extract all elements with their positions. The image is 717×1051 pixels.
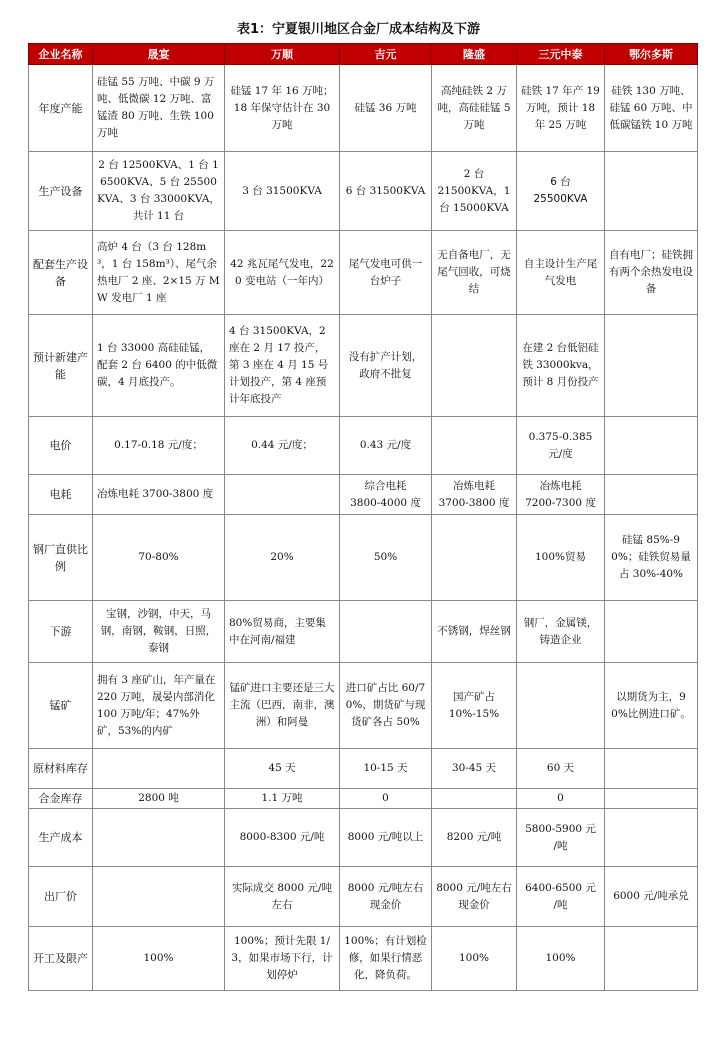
- table-cell: 实际成交 8000 元/吨左右: [225, 867, 340, 927]
- table-cell: 冶炼电耗 3700-3800 度: [93, 475, 225, 515]
- table-header-row: [29, 44, 698, 65]
- table-row-manganese-ore: [29, 663, 698, 749]
- table-cell: [432, 515, 517, 601]
- table-cell: 10-15 天: [340, 749, 432, 789]
- table-cell: 硅锰 36 万吨: [340, 65, 432, 152]
- table-cell: 3 台 31500KVA: [225, 152, 340, 231]
- table-cell: 自主设计生产尾气发电: [517, 231, 605, 315]
- table-cell: [605, 809, 698, 867]
- table-row-planned-capacity: [29, 315, 698, 417]
- table-row-raw-material-stock: [29, 749, 698, 789]
- table-cell: 硅锰 55 万吨、中碳 9 万吨、低微碳 12 万吨、富锰渣 80 万吨、生铁 100 万吨: [93, 65, 225, 152]
- table-cell: 2 台 21500KVA，1 台 15000KVA: [432, 152, 517, 231]
- row-label: 生产设备: [29, 152, 93, 231]
- table-cell: [517, 663, 605, 749]
- table-cell: 硅铁 130 万吨、硅锰 60 万吨、中低碳锰铁 10 万吨: [605, 65, 698, 152]
- table-cell: [605, 789, 698, 809]
- table-cell: [93, 749, 225, 789]
- table-cell: 100%；预计先限 1/3，如果市场下行，计划停炉: [225, 927, 340, 991]
- table-cell: [432, 315, 517, 417]
- table-cell: 2800 吨: [93, 789, 225, 809]
- table-cell: 80%贸易商，主要集中在河南/福建: [225, 601, 340, 663]
- table-row-downstream: [29, 601, 698, 663]
- row-label: 电耗: [29, 475, 93, 515]
- row-label: 锰矿: [29, 663, 93, 749]
- table-cell: 钢厂，金属镁，铸造企业: [517, 601, 605, 663]
- table-cell: 0.17-0.18 元/度；: [93, 417, 225, 475]
- table-cell: 硅锰 17 年 16 万吨；18 年保守估计在 30 万吨: [225, 65, 340, 152]
- table-cell: 100%: [517, 927, 605, 991]
- table-cell: 5800-5900 元 /吨: [517, 809, 605, 867]
- table-cell: 冶炼电耗 3700-3800 度: [432, 475, 517, 515]
- table-cell: 进口矿占比 60/70%，期货矿与现货矿各占 50%: [340, 663, 432, 749]
- row-label: 配套生产设备: [29, 231, 93, 315]
- row-label: 电价: [29, 417, 93, 475]
- table-cell: 以期货为主，90%比例进口矿。: [605, 663, 698, 749]
- table-cell: 1 台 33000 高硅硅锰，配套 2 台 6400 的中低微碳，4 月底投产。: [93, 315, 225, 417]
- table-row-operating-rate: [29, 927, 698, 991]
- table-cell: [605, 152, 698, 231]
- table-cell: 无自备电厂，无尾气回收，可烧结: [432, 231, 517, 315]
- table-cell: [605, 417, 698, 475]
- table-cell: 硅铁 17 年产 19 万吨，预计 18 年 25 万吨: [517, 65, 605, 152]
- table-cell: 0.43 元/度: [340, 417, 432, 475]
- table-row-supporting-equipment: [29, 231, 698, 315]
- table-cell: 45 天: [225, 749, 340, 789]
- table-cell: 6 台 25500KVA: [517, 152, 605, 231]
- table-row-annual-capacity: [29, 65, 698, 152]
- table-cell: 0: [517, 789, 605, 809]
- row-label: 钢厂直供比例: [29, 515, 93, 601]
- table-cell: 42 兆瓦尾气发电，220 变电站（一年内）: [225, 231, 340, 315]
- table-row-alloy-stock: [29, 789, 698, 809]
- table-cell: 0.375-0.385 元/度: [517, 417, 605, 475]
- table-cell: 1.1 万吨: [225, 789, 340, 809]
- table-row-power-consumption: [29, 475, 698, 515]
- table-cell: 国产矿占 10%-15%: [432, 663, 517, 749]
- header-company-name: 企业名称: [29, 44, 93, 65]
- table-cell: 自有电厂；硅铁拥有两个余热发电设备: [605, 231, 698, 315]
- table-cell: 锰矿进口主要还是三大主流（巴西，南非，澳洲）和阿曼: [225, 663, 340, 749]
- table-row-production-equipment: [29, 152, 698, 231]
- table-cell: [225, 475, 340, 515]
- table-cell: 8200 元/吨: [432, 809, 517, 867]
- table-cell: 没有扩产计划，政府不批复: [340, 315, 432, 417]
- header-wanshun: 万顺: [225, 44, 340, 65]
- row-label: 下游: [29, 601, 93, 663]
- header-erdos: 鄂尔多斯: [605, 44, 698, 65]
- row-label: 预计新建产能: [29, 315, 93, 417]
- table-cell: 60 天: [517, 749, 605, 789]
- header-sanyuan-zhongtai: 三元中泰: [517, 44, 605, 65]
- header-shengyan: 晟宴: [93, 44, 225, 65]
- table-cell: 综合电耗 3800-4000 度: [340, 475, 432, 515]
- table-cell: 8000-8300 元/吨: [225, 809, 340, 867]
- table-title: 表1：宁夏银川地区合金厂成本结构及下游: [236, 22, 481, 37]
- row-label: 开工及限产: [29, 927, 93, 991]
- table-cell: 100%: [93, 927, 225, 991]
- table-cell: [432, 417, 517, 475]
- row-label: 年度产能: [29, 65, 93, 152]
- table-row-electricity-price: [29, 417, 698, 475]
- table-cell: 6000 元/吨承兑: [605, 867, 698, 927]
- header-jiyuan: 吉元: [340, 44, 432, 65]
- table-cell: 8000 元/吨以上: [340, 809, 432, 867]
- table-cell: 8000 元/吨左右现金价: [432, 867, 517, 927]
- table-cell: 不锈钢，焊丝钢: [432, 601, 517, 663]
- table-cell: 100%: [432, 927, 517, 991]
- table-cell: 8000 元/吨左右现金价: [340, 867, 432, 927]
- table-cell: 尾气发电可供一台炉子: [340, 231, 432, 315]
- header-longsheng: 隆盛: [432, 44, 517, 65]
- table-cell: 20%: [225, 515, 340, 601]
- row-label: 原材料库存: [29, 749, 93, 789]
- table-cell: 拥有 3 座矿山，年产量在 220 万吨，晟晏内部消化 100 万吨/年；47%外矿，53%的内矿: [93, 663, 225, 749]
- cost-structure-table: [28, 43, 698, 991]
- table-cell: 100%贸易: [517, 515, 605, 601]
- table-cell: 冶炼电耗 7200-7300 度: [517, 475, 605, 515]
- table-cell: 2 台 12500KVA、1 台 16500KVA、5 台 25500KVA、3 台 33000KVA，共计 11 台: [93, 152, 225, 231]
- table-row-ex-factory-price: [29, 867, 698, 927]
- table-cell: 6400-6500 元 /吨: [517, 867, 605, 927]
- table-cell: [605, 927, 698, 991]
- table-cell: 高纯硅铁 2 万吨，高硅硅锰 5 万吨: [432, 65, 517, 152]
- table-cell: 50%: [340, 515, 432, 601]
- table-cell: [93, 809, 225, 867]
- row-label: 出厂价: [29, 867, 93, 927]
- table-cell: 宝钢，沙钢，中天，马钢，南钢，鞍钢，日照，泰钢: [93, 601, 225, 663]
- row-label: 合金库存: [29, 789, 93, 809]
- table-row-direct-supply-ratio: [29, 515, 698, 601]
- row-label: 生产成本: [29, 809, 93, 867]
- table-cell: [605, 601, 698, 663]
- table-row-production-cost: [29, 809, 698, 867]
- table-cell: 0.44 元/度；: [225, 417, 340, 475]
- table-cell: 6 台 31500KVA: [340, 152, 432, 231]
- table-cell: [605, 315, 698, 417]
- table-cell: [605, 749, 698, 789]
- table-cell: 100%；有计划检修，如果行情恶化，降负荷。: [340, 927, 432, 991]
- table-cell: 4 台 31500KVA，2 座在 2 月 17 投产，第 3 座在 4 月 15 号计划投产，第 4 座预计年底投产: [225, 315, 340, 417]
- table-cell: [432, 789, 517, 809]
- table-cell: 高炉 4 台（3 台 128m³，1 台 158m³）、尾气余热电厂 2 座、2×15 万 MW 发电厂 1 座: [93, 231, 225, 315]
- table-cell: [93, 867, 225, 927]
- table-cell: 0: [340, 789, 432, 809]
- table-cell: [340, 601, 432, 663]
- table-cell: [605, 475, 698, 515]
- table-cell: 硅锰 85%-90%；硅铁贸易量占 30%-40%: [605, 515, 698, 601]
- table-cell: 70-80%: [93, 515, 225, 601]
- table-cell: 在建 2 台低铝硅铁 33000kva，预计 8 月份投产: [517, 315, 605, 417]
- table-cell: 30-45 天: [432, 749, 517, 789]
